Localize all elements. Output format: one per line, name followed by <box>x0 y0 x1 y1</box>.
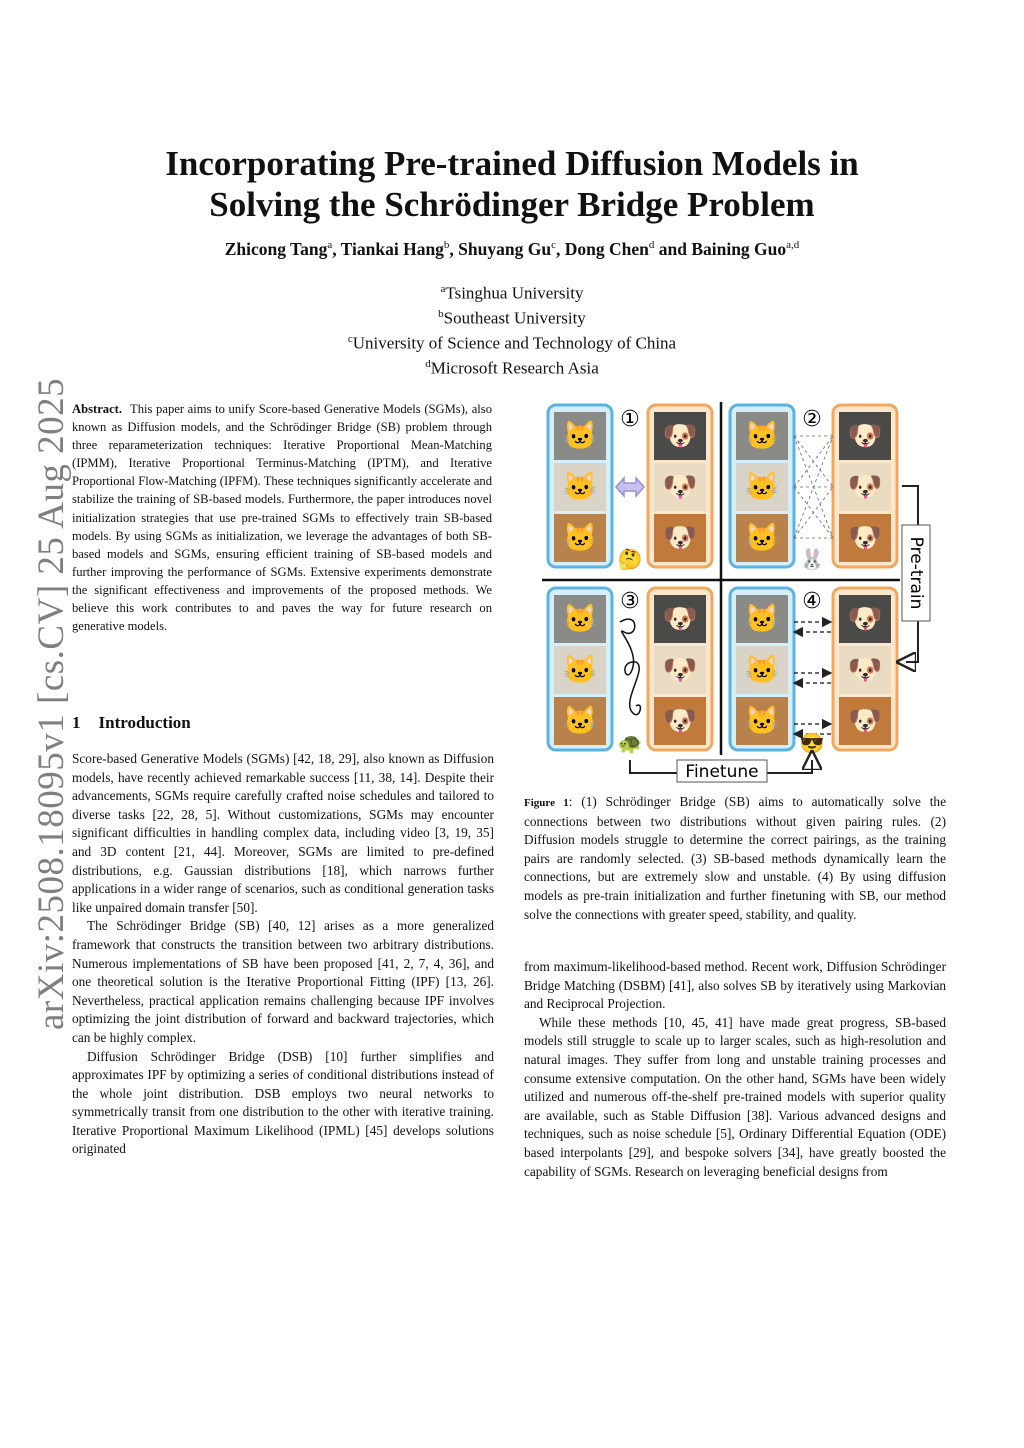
paper-title <box>0 143 1024 225</box>
affiliation <box>0 279 1024 304</box>
dog-icon: 🐶 <box>847 421 883 452</box>
body-paragraph: Score-based Generative Models (SGMs) [42, 18, 29], also known as Diffusion models, have recently achieved remarkable success [11, 38, 14]. Despite their advancements, SGMs require carefully crafted noise schedules and tailored to diverse tasks [22, 28, 5]. Without customizations, SGMs may encounter significant difficulties in handling complex data, including video [3, 19, 35] and 3D content [21, 44]. Moreover, SGMs are limited to pre-defined distributions, e.g. Gaussian distributions [18], which narrows further applications in a wider range of scenarios, such as conditional generation tasks like unpaired domain transfer [50]. <box>72 751 494 915</box>
cat-icon: 🐱 <box>562 655 598 686</box>
panel-number: ④ <box>802 589 822 614</box>
section-title: Introduction <box>98 713 191 732</box>
abstract-block <box>72 400 492 635</box>
author-name: Tiankai Hang <box>340 239 444 259</box>
cat-icon: 🐱 <box>744 604 780 635</box>
author-list <box>0 239 1024 260</box>
dog-icon: 🐶 <box>662 604 698 635</box>
cat-icon: 🐱 <box>744 706 780 737</box>
arxiv-identifier-stamp: arXiv:2508.18095v1 [cs.CV] 25 Aug 2025 <box>31 377 72 1030</box>
cat-icon: 🐱 <box>562 421 598 452</box>
title-line-2: Solving the Schrödinger Bridge Problem <box>209 185 815 224</box>
abstract-text: This paper aims to unify Score-based Generative Models (SGMs), also known as Diffusion models, and the Schrödinger Bridge (SB) problem through three reparameterization techniques: Iterative Proportional Mean-Matching (IPMM), Iterative Proportional Terminus-Matching (IPTM), and Iterative Proportional Flow-Matching (IPFM). These techniques significantly accelerate and stabilize the training of SB-based models. Furthermore, the paper introduces novel initialization strategies that use pre-trained SGMs to effectively train SB-based models. By using SGMs as initialization, we leverage the advantages of both SB-based models and SGMs, ensuring efficient training of SB-based models and further improving the performance of SGMs. Extensive experiments demonstrate the significant effectiveness and improvements of the proposed methods. We believe this work contributes to and paves the way for future research on generative models. <box>72 402 492 634</box>
cat-icon: 🐱 <box>562 706 598 737</box>
panel-number: ③ <box>620 589 640 614</box>
dog-icon: 🐶 <box>662 472 698 503</box>
affil-mark: b <box>438 308 444 321</box>
affil-name: Tsinghua University <box>445 283 584 303</box>
cat-icon: 🐱 <box>744 523 780 554</box>
figure-1-diagram <box>540 400 935 785</box>
affiliation <box>0 329 1024 354</box>
author-and: and <box>654 239 692 259</box>
cat-icon: 🐱 <box>562 523 598 554</box>
caption-paragraph <box>524 793 946 924</box>
cat-icon: 🐱 <box>744 472 780 503</box>
turtle-icon: 🐢 <box>617 733 643 755</box>
abstract-paragraph <box>72 400 492 635</box>
affil-name: Southeast University <box>443 308 586 328</box>
author-separator: , <box>449 239 459 259</box>
dog-icon: 🐶 <box>847 523 883 554</box>
author-affil-mark: a <box>327 239 333 252</box>
dog-icon: 🐶 <box>847 472 883 503</box>
dog-icon: 🐶 <box>847 706 883 737</box>
panel-4 <box>730 588 897 755</box>
cat-icon: 🐱 <box>744 655 780 686</box>
author-separator: , <box>555 239 565 259</box>
random-pairing-lines <box>794 436 833 538</box>
author-name: Shuyang Gu <box>458 239 552 259</box>
body-paragraph: While these methods [10, 45, 41] have made great progress, SB-based models still struggle to scale up to larger scales, such as high-resolution and natural images. They suffer from long and unstable training processes and consume extensive computation. On the other hand, SGMs have been widely utilized and numerous off-the-shelf pre-trained models with superior quality are available, such as Stable Diffusion [38]. Various advanced designs and techniques, such as noise schedule [5], Ordinary Differential Equation (ODE) based interpolants [29], and bespoke solvers [34], have greatly boosted the capability of SGMs. Research on leveraging beneficial designs from <box>524 1014 946 1179</box>
title-line-1: Incorporating Pre-trained Diffusion Models in <box>165 144 859 183</box>
dog-icon: 🐶 <box>662 706 698 737</box>
body-paragraph: The Schrödinger Bridge (SB) [40, 12] arises as a more generalized framework that constructs the transition between two arbitrary distributions. Numerous implementations of SB have been proposed [41, 2, 7, 4, 36], and one theoretical solution is the Iterative Proportional Fitting (IPF) [13, 26]. Nevertheless, practical application remains challenging because IPF involves optimizing the joint distribution of forward and backward trajectories, which can be highly complex. <box>72 918 494 1045</box>
caption-text: : (1) Schrödinger Bridge (SB) aims to automatically solve the connections between two distributions without given pairing rules. (2) Diffusion models struggle to determine the correct pairings, as the training pairs are randomly selected. (3) SB-based methods dynamically learn the connections, but are extremely slow and unstable. (4) By using diffusion models as pre-train initialization and further finetuning with SB, our method solve the connections with greater speed, stability, and quality. <box>524 794 946 922</box>
body-paragraph: from maximum-likelihood-based method. Recent work, Diffusion Schrödinger Bridge Matching (DSBM) [41], also solves SB by iteratively using Markovian and Reciprocal Projection. <box>524 959 946 1012</box>
author-name: Dong Chen <box>564 239 649 259</box>
panel-2 <box>730 405 897 571</box>
learned-pairing-arrows <box>794 622 831 734</box>
introduction-body <box>72 750 494 1159</box>
panel-3 <box>548 588 712 755</box>
caption-label: Figure 1 <box>524 797 569 809</box>
affil-mark: a <box>440 283 446 295</box>
affil-name: Microsoft Research Asia <box>430 359 599 379</box>
author-affil-mark: b <box>443 239 450 252</box>
author-affil-mark: a,d <box>786 239 800 252</box>
cat-icon: 🐱 <box>562 472 598 503</box>
panel-1 <box>548 405 712 571</box>
section-heading-introduction <box>72 713 191 733</box>
affiliation <box>0 304 1024 329</box>
panel-number: ② <box>802 407 822 432</box>
author-name: Zhicong Tang <box>224 239 328 259</box>
section-number: 1 <box>72 713 81 732</box>
thinking-face-icon: 🤔 <box>617 549 643 571</box>
abstract-label: Abstract. <box>72 402 123 416</box>
dog-icon: 🐶 <box>662 421 698 452</box>
author-separator: , <box>332 239 341 259</box>
dog-icon: 🐶 <box>847 655 883 686</box>
right-column-body <box>524 958 946 1181</box>
bidirectional-arrow-icon <box>616 478 644 496</box>
cat-icon: 🐱 <box>562 604 598 635</box>
tangled-trajectory-curve <box>620 619 640 715</box>
pretrain-label: Pre-train <box>906 536 926 610</box>
figure-1 <box>540 400 935 785</box>
panel-number: ① <box>620 407 640 432</box>
author-name: Baining Guo <box>691 239 787 259</box>
cat-icon: 🐱 <box>744 421 780 452</box>
author-affil-mark: d <box>648 239 655 252</box>
finetune-label: Finetune <box>685 762 759 782</box>
affil-mark: d <box>425 358 431 371</box>
author-affil-mark: c <box>551 239 556 252</box>
rabbit-icon: 🐰 <box>799 549 825 571</box>
dog-icon: 🐶 <box>847 604 883 635</box>
cool-face-icon: 😎 <box>799 733 825 755</box>
affil-name: University of Science and Technology of China <box>352 333 677 353</box>
affil-mark: c <box>347 333 353 346</box>
body-paragraph: Diffusion Schrödinger Bridge (DSB) [10] further simplifies and approximates IPF by optimizing a series of conditional distributions instead of the whole joint distribution. DSB employs two neural networks to symmetrically transit from one distribution to the other with iterative training. Iterative Proportional Maximum Likelihood (IPML) [45] develops solutions originated <box>72 1048 494 1157</box>
figure-1-caption <box>524 793 946 924</box>
affiliation-list <box>0 279 1024 380</box>
dog-icon: 🐶 <box>662 655 698 686</box>
dog-icon: 🐶 <box>662 523 698 554</box>
affiliation <box>0 354 1024 379</box>
